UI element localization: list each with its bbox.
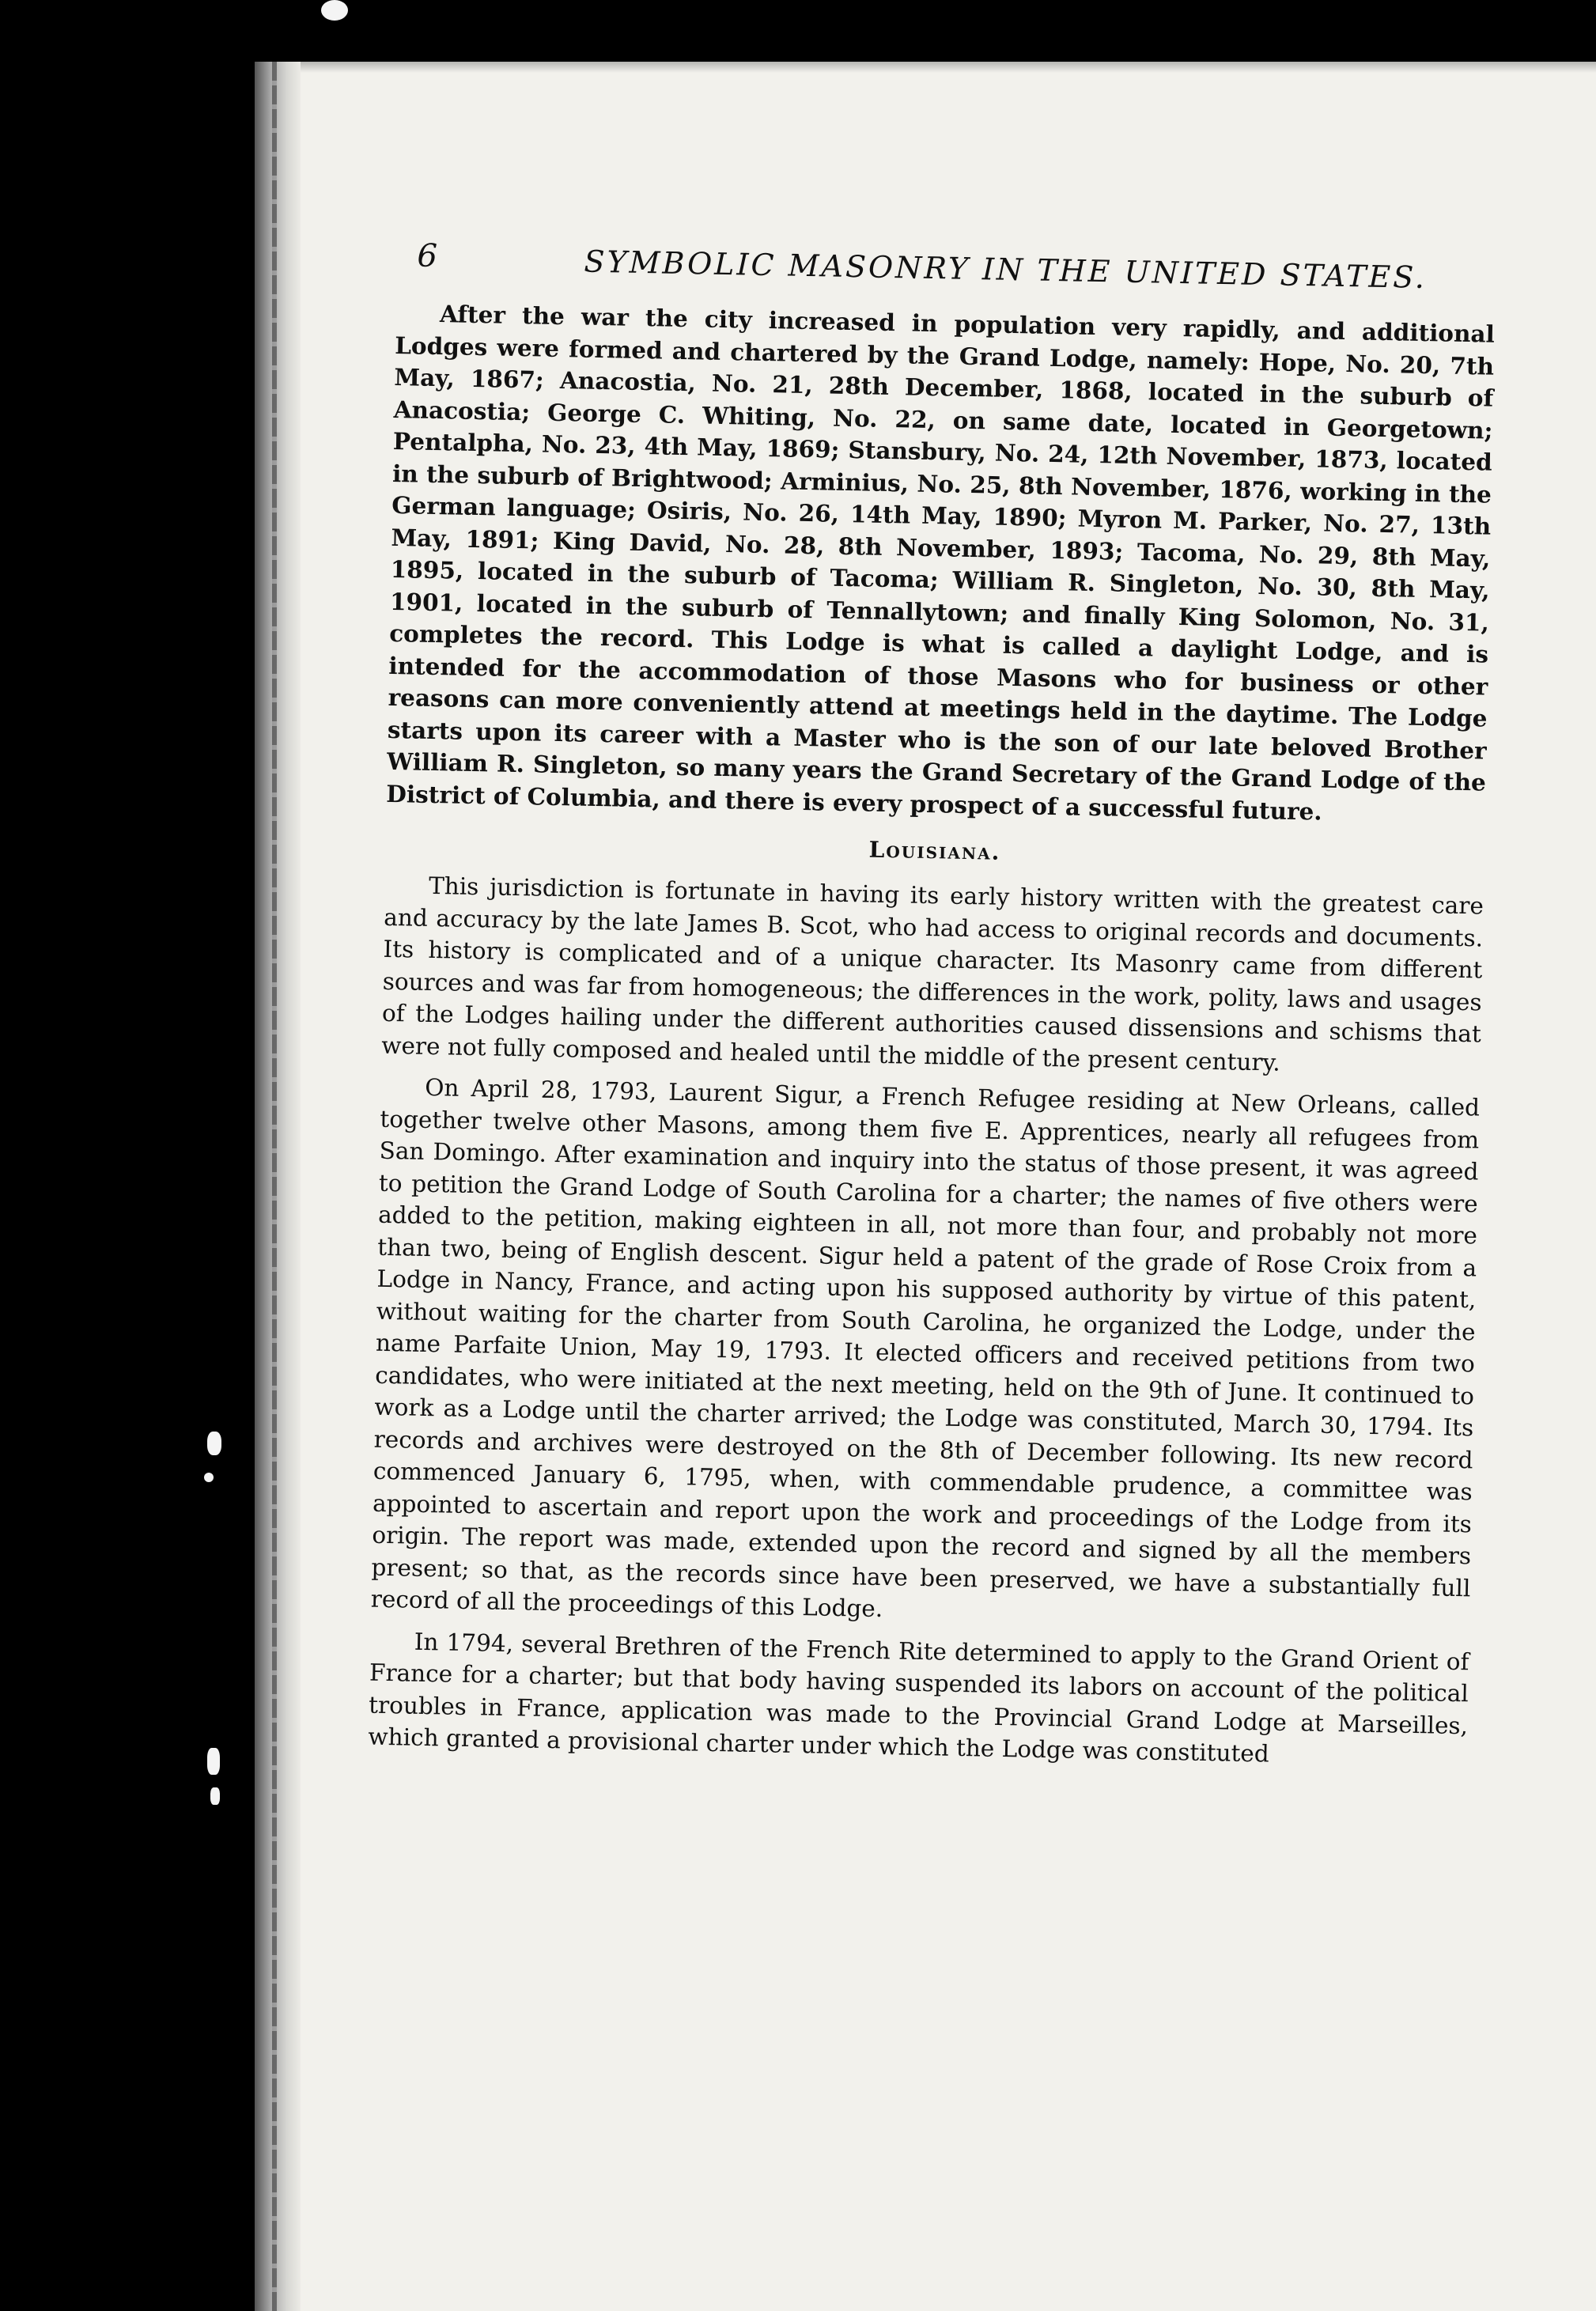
paragraph-louisiana-intro: This jurisdiction is fortunate in having its early history written with the greatest care and accuracy by the late James B. Scot, who had access to original records and documents. Its history is complicated and of a unique character. Its Masonry came from different sources and was far from homogeneous; the differences in the work, polity, laws and usages of the Lodges hailing under the different authorities caused dissensions and schisms that were not fully composed and healed until the middle of the present century.: [380, 872, 1484, 1076]
top-edge-shadow: [255, 62, 1596, 73]
section-heading-louisiana: Louisiana.: [868, 836, 1001, 865]
scan-speck: [321, 0, 348, 21]
paragraph-parfaite-union: On April 28, 1793, Laurent Sigur, a French Refugee residing at New Orleans, called together twelve other Masons, among them five E. Apprentices, nearly all refugees from San Domingo. After examination and inquiry into the status of those present, it was agreed to petition the Grand Lodge of South Carolina for a charter; the names of five others were added to the petition, making eighteen in all, not more than four, and probably not more than two, being of English descent. Sigur held a patent of the grade of Rose Croix from a Lodge in Nancy, France, and acting upon his supposed authority by virtue of this patent, without waiting for the charter from South Carolina, he organized the Lodge, under the name Parfaite Union, May 19, 1793. It elected officers and received petitions from two candidates, who were initiated at the next meeting, held on the 9th of June. It continued to work as a Lodge until the charter arrived; the Lodge was constituted, March 30, 1794. Its records and archives were destroyed on the 8th of December following. Its new record commenced January 6, 1795, when, with commendable prudence, a committee was appointed to ascertain and report upon the work and proceedings of the Lodge from its origin. The report was made, extended upon the record and signed by all the members present; so that, as the records since have been preserved, we have a substantially full record of all the proceedings of this Lodge.: [370, 1073, 1481, 1623]
scan-speck: [207, 1748, 220, 1775]
page-number: 6: [416, 237, 438, 274]
page-header: [396, 233, 1496, 301]
paragraph-french-rite: In 1794, several Brethren of the French Rite determined to apply to the Grand Orient of France for a charter; but that body having suspended its labors on account of the political troubles in France, application was made to the Provincial Grand Lodge at Marseilles, which granted a provisional charter under which the Lodge was constituted: [368, 1628, 1469, 1768]
book-page: [255, 62, 1596, 2311]
running-head: SYMBOLIC MASONRY IN THE UNITED STATES.: [584, 244, 1428, 296]
scan-speck: [204, 1473, 214, 1482]
binding-gutter: [255, 62, 301, 2311]
scan-speck: [207, 1432, 221, 1455]
paragraph-district-lodges: After the war the city increased in population very rapidly, and additional Lodges were formed and chartered by the Grand Lodge, namely: Hope, No. 20, 7th May, 1867; Anacostia, No. 21, 28th December, 1868, located in the suburb of Anacostia; George C. Whiting, No. 22, on same date, located in Georgetown; Pentalpha, No. 23, 4th May, 1869; Stansbury, No. 24, 12th November, 1873, located in the suburb of Brightwood; Arminius, No. 25, 8th November, 1876, working in the German language; Osiris, No. 26, 14th May, 1890; Myron M. Parker, No. 27, 13th May, 1891; King David, No. 28, 8th November, 1893; Tacoma, No. 29, 8th May, 1895, located in the suburb of Tacoma; William R. Singleton, No. 30, 8th May, 1901, located in the suburb of Tennallytown; and finally King Solomon, No. 31, completes the record. This Lodge is what is called a daylight Lodge, and is intended for the accommodation of those Masons who for business or other reasons can more conveniently attend at meetings held in the daytime. The Lodge starts upon its career with a Master who is the son of our late beloved Brother William R. Singleton, so many years the Grand Secretary of the Grand Lodge of the District of Columbia, and there is every prospect of a successful future.: [386, 300, 1496, 826]
scan-speck: [210, 1787, 220, 1805]
binding-stitching: [272, 62, 277, 2311]
text-block: [368, 233, 1496, 1783]
